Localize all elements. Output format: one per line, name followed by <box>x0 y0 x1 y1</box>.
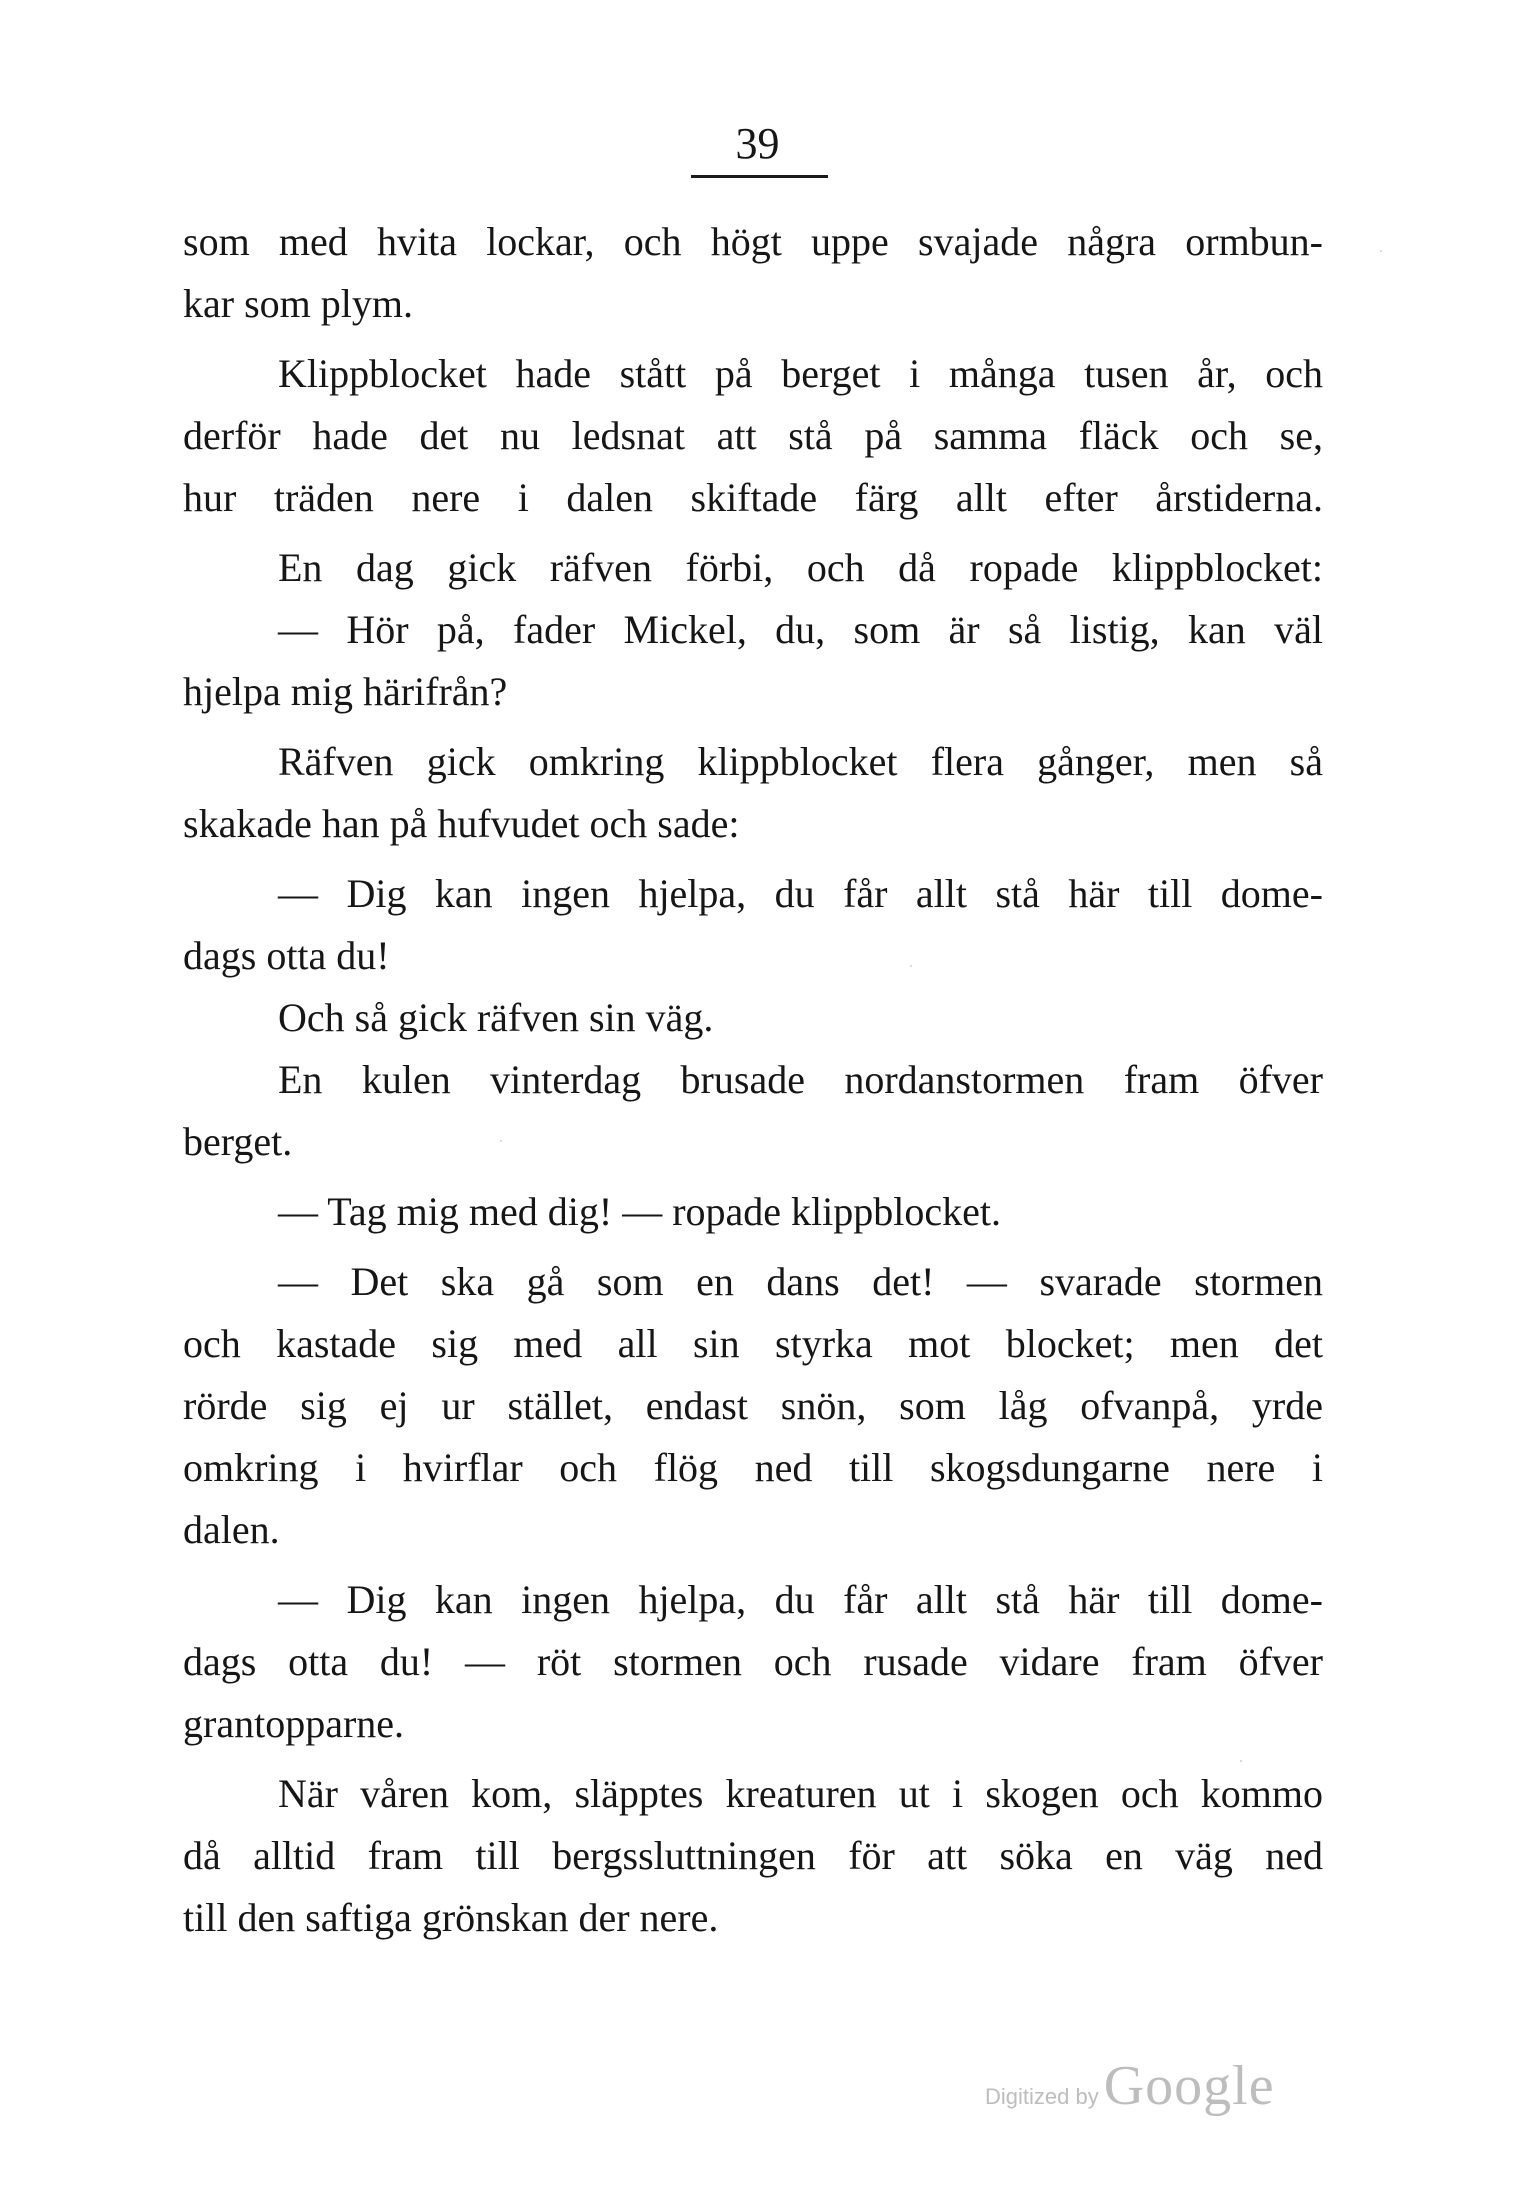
paper-speck <box>1380 250 1382 252</box>
text-line: Räfven gick omkring klippblocket flera gånger, men så <box>278 739 1323 784</box>
body-text <box>183 211 1323 1949</box>
text-line: dags otta du! <box>183 933 390 978</box>
text-line: hjelpa mig härifrån? <box>183 669 508 714</box>
text-line: — Hör på, fader Mickel, du, som är så listig, kan väl <box>278 607 1323 652</box>
paper-speck <box>500 1140 502 1142</box>
text-line: omkring i hvirflar och flög ned till skogsdungarne nere i <box>183 1445 1323 1490</box>
paper-speck <box>1240 1760 1242 1762</box>
text-line: berget. <box>183 1119 293 1164</box>
text-line: hur träden nere i dalen skiftade färg allt efter årstiderna. <box>183 475 1323 520</box>
text-line: och kastade sig med all sin styrka mot blocket; men det <box>183 1321 1323 1366</box>
text-line: till den saftiga grönskan der nere. <box>183 1895 719 1940</box>
text-line: derför hade det nu ledsnat att stå på samma fläck och se, <box>183 413 1323 458</box>
text-line: När våren kom, släpptes kreaturen ut i skogen och kommo <box>278 1771 1323 1816</box>
text-line: Och så gick räfven sin väg. <box>278 995 714 1040</box>
page-number-rule <box>691 175 828 178</box>
paper-speck <box>910 965 912 967</box>
digitized-by-google-watermark <box>985 2054 1275 2118</box>
text-line: — Dig kan ingen hjelpa, du får allt stå här till dome- <box>278 1577 1323 1622</box>
text-line: som med hvita lockar, och högt uppe svajade några ormbun- <box>183 219 1323 264</box>
page-number: 39 <box>735 119 780 168</box>
text-line: kar som plym. <box>183 281 413 326</box>
text-line: dags otta du! — röt stormen och rusade vidare fram öfver <box>183 1639 1323 1684</box>
google-logo: Google <box>1103 2055 1275 2117</box>
text-line: skakade han på hufvudet och sade: <box>183 801 740 846</box>
text-line: — Det ska gå som en dans det! — svarade stormen <box>278 1259 1323 1304</box>
text-line: rörde sig ej ur stället, endast snön, som låg ofvanpå, yrde <box>183 1383 1323 1428</box>
text-line: — Dig kan ingen hjelpa, du får allt stå här till dome- <box>278 871 1323 916</box>
text-line: En kulen vinterdag brusade nordanstormen fram öfver <box>278 1057 1323 1102</box>
text-line: En dag gick räfven förbi, och då ropade klippblocket: <box>278 545 1323 590</box>
text-line: — Tag mig med dig! — ropade klippblocket. <box>278 1189 1001 1234</box>
text-line: Klippblocket hade stått på berget i många tusen år, och <box>278 351 1323 396</box>
text-line: grantopparne. <box>183 1701 405 1746</box>
text-line: då alltid fram till bergssluttningen för att söka en väg ned <box>183 1833 1323 1878</box>
text-line: dalen. <box>183 1507 280 1552</box>
watermark-prefix: Digitized by <box>985 2084 1099 2109</box>
